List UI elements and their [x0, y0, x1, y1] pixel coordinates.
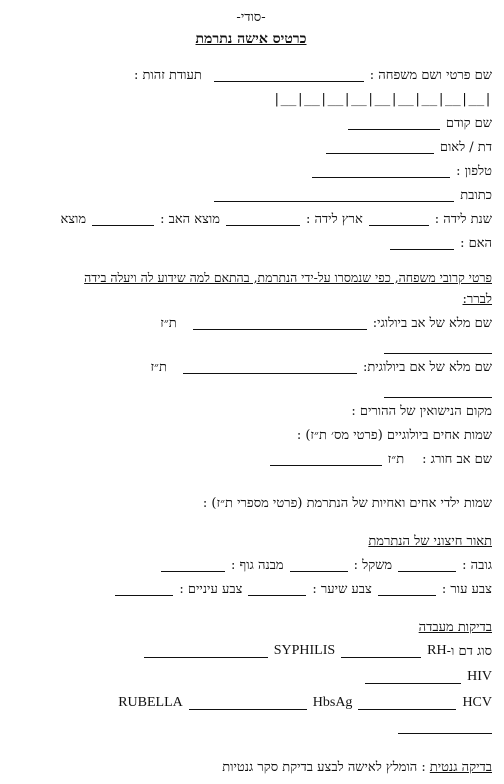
- form-title-row: [10, 24, 492, 46]
- skin-field[interactable]: [378, 594, 436, 596]
- weight-field[interactable]: [290, 570, 348, 572]
- hbsag-field[interactable]: [189, 708, 307, 710]
- religion-field[interactable]: [326, 152, 434, 154]
- hiv-label: HIV: [467, 669, 492, 684]
- siblings-row: [10, 420, 492, 442]
- appearance-heading: תאור חיצוני של הנתרמת: [368, 534, 492, 549]
- hcv-label: HCV: [462, 695, 492, 710]
- confidential-label-row: [10, 2, 492, 24]
- full-name-label: שם פרטי ושם משפחה :: [369, 68, 492, 83]
- stepfather-id-label: ת״ז: [387, 452, 405, 467]
- phone-label: טלפון :: [456, 164, 492, 179]
- syphilis-label: SYPHILIS: [273, 643, 336, 658]
- hair-label: צבע שיער :: [312, 582, 372, 597]
- appearance-row-1: [10, 550, 492, 572]
- bio-father-label: שם מלא של אב ביולוגי:: [372, 316, 492, 331]
- rubella-field[interactable]: [398, 732, 492, 734]
- lab-row-1: [10, 636, 492, 658]
- id-boxes-row: [10, 84, 492, 106]
- relatives-intro-row: [10, 262, 492, 284]
- prev-name-row: [10, 108, 492, 130]
- stepfather-label: שם אב חורג :: [422, 452, 492, 467]
- form-title: כרטיס אישה נתרמת: [195, 31, 307, 47]
- bio-mother-id-label: ת״ז: [150, 360, 167, 375]
- appearance-heading-row: [10, 526, 492, 548]
- stepfather-field[interactable]: [270, 464, 382, 466]
- genetic-heading: בדיקה גנטית: [429, 760, 492, 775]
- phone-row: [10, 156, 492, 178]
- bio-father-id-label: ת״ז: [160, 316, 177, 331]
- confidential-label: -סודי-: [236, 10, 266, 25]
- address-row: [10, 180, 492, 202]
- mother-origin-row: [10, 228, 492, 250]
- build-label: מבנה גוף :: [230, 558, 284, 573]
- bio-mother-line2: [10, 376, 492, 398]
- bio-father-field[interactable]: [193, 328, 367, 330]
- eyes-field[interactable]: [115, 594, 173, 596]
- rh-label: RH: [427, 643, 447, 658]
- lab-heading-row: [10, 612, 492, 634]
- syphilis-field[interactable]: [144, 656, 268, 658]
- prev-name-label: שם קודם: [445, 116, 492, 131]
- bio-mother-label: שם מלא של אם ביולוגית:: [362, 360, 492, 375]
- weight-label: משקל :: [353, 558, 393, 573]
- height-field[interactable]: [398, 570, 456, 572]
- hair-field[interactable]: [248, 594, 306, 596]
- phone-field[interactable]: [312, 176, 450, 178]
- lab-row-4: [10, 712, 492, 734]
- full-name-field[interactable]: [214, 80, 364, 82]
- birth-country-field[interactable]: [226, 224, 300, 226]
- hcv-field[interactable]: [358, 708, 456, 710]
- children-label: שמות ילדי אחים ואחיות של הנתרמת (פרטי מספרי ת״ז) :: [202, 496, 492, 511]
- hiv-field[interactable]: [365, 682, 461, 684]
- origin-label: מוצא: [60, 212, 87, 227]
- bio-mother-field[interactable]: [183, 372, 357, 374]
- marriage-place-row: [10, 396, 492, 418]
- appearance-row-2: [10, 574, 492, 596]
- birth-year-field[interactable]: [369, 224, 429, 226]
- religion-label: דת / לאום: [439, 140, 492, 155]
- clarify-row: [10, 284, 492, 306]
- stepfather-row: [10, 444, 492, 466]
- lab-heading: בדיקות מעבדה: [418, 620, 492, 635]
- build-field[interactable]: [161, 570, 225, 572]
- mother-origin-label: האם :: [460, 236, 492, 251]
- relatives-intro: פרטי קרובי משפחה, כפי שנמסרו על-ידי הנתרמת, בהתאם למה שידוע לה ויעלה בידה: [84, 269, 492, 285]
- bio-father-row: [10, 308, 492, 330]
- father-origin-label: מוצא האב :: [160, 212, 220, 227]
- hbsag-label: HbsAg: [312, 695, 353, 710]
- address-field[interactable]: [214, 200, 454, 202]
- marriage-place-label: מקום הנישואין של ההורים :: [351, 404, 492, 419]
- id-card-label: תעודת זהות :: [133, 68, 202, 83]
- skin-label: צבע עור :: [441, 582, 492, 597]
- clarify-label: לברר:: [462, 292, 492, 307]
- genetic-text: : הומלץ לאישה לבצע בדיקת סקר גנטיות: [222, 760, 426, 775]
- children-row: [10, 488, 492, 510]
- id-number-boxes[interactable]: |__|__|__|__|__|__|__|__|__|: [272, 92, 492, 107]
- bio-mother-row: [10, 352, 492, 374]
- father-origin-field[interactable]: [92, 224, 154, 226]
- religion-row: [10, 132, 492, 154]
- prev-name-field[interactable]: [348, 128, 440, 130]
- mother-origin-field[interactable]: [390, 248, 454, 250]
- height-label: גובה :: [462, 558, 492, 573]
- bio-father-line2: [10, 332, 492, 354]
- siblings-label: שמות אחים ביולוגיים (פרטי מס׳ ת״ז) :: [296, 428, 492, 443]
- blood-type-label: סוג דם ו-: [446, 644, 492, 659]
- eyes-label: צבע עיניים :: [179, 582, 243, 597]
- full-name-row: [10, 60, 492, 82]
- genetic-row: [10, 752, 492, 774]
- rubella-label: RUBELLA: [118, 695, 183, 710]
- rh-field[interactable]: [341, 656, 421, 658]
- birth-country-label: ארץ לידה :: [305, 212, 363, 227]
- lab-row-3: [10, 688, 492, 710]
- birth-year-label: שנת לידה :: [434, 212, 492, 227]
- address-label: כתובת: [460, 188, 492, 203]
- birth-row: [10, 204, 492, 226]
- lab-row-2: [10, 662, 492, 684]
